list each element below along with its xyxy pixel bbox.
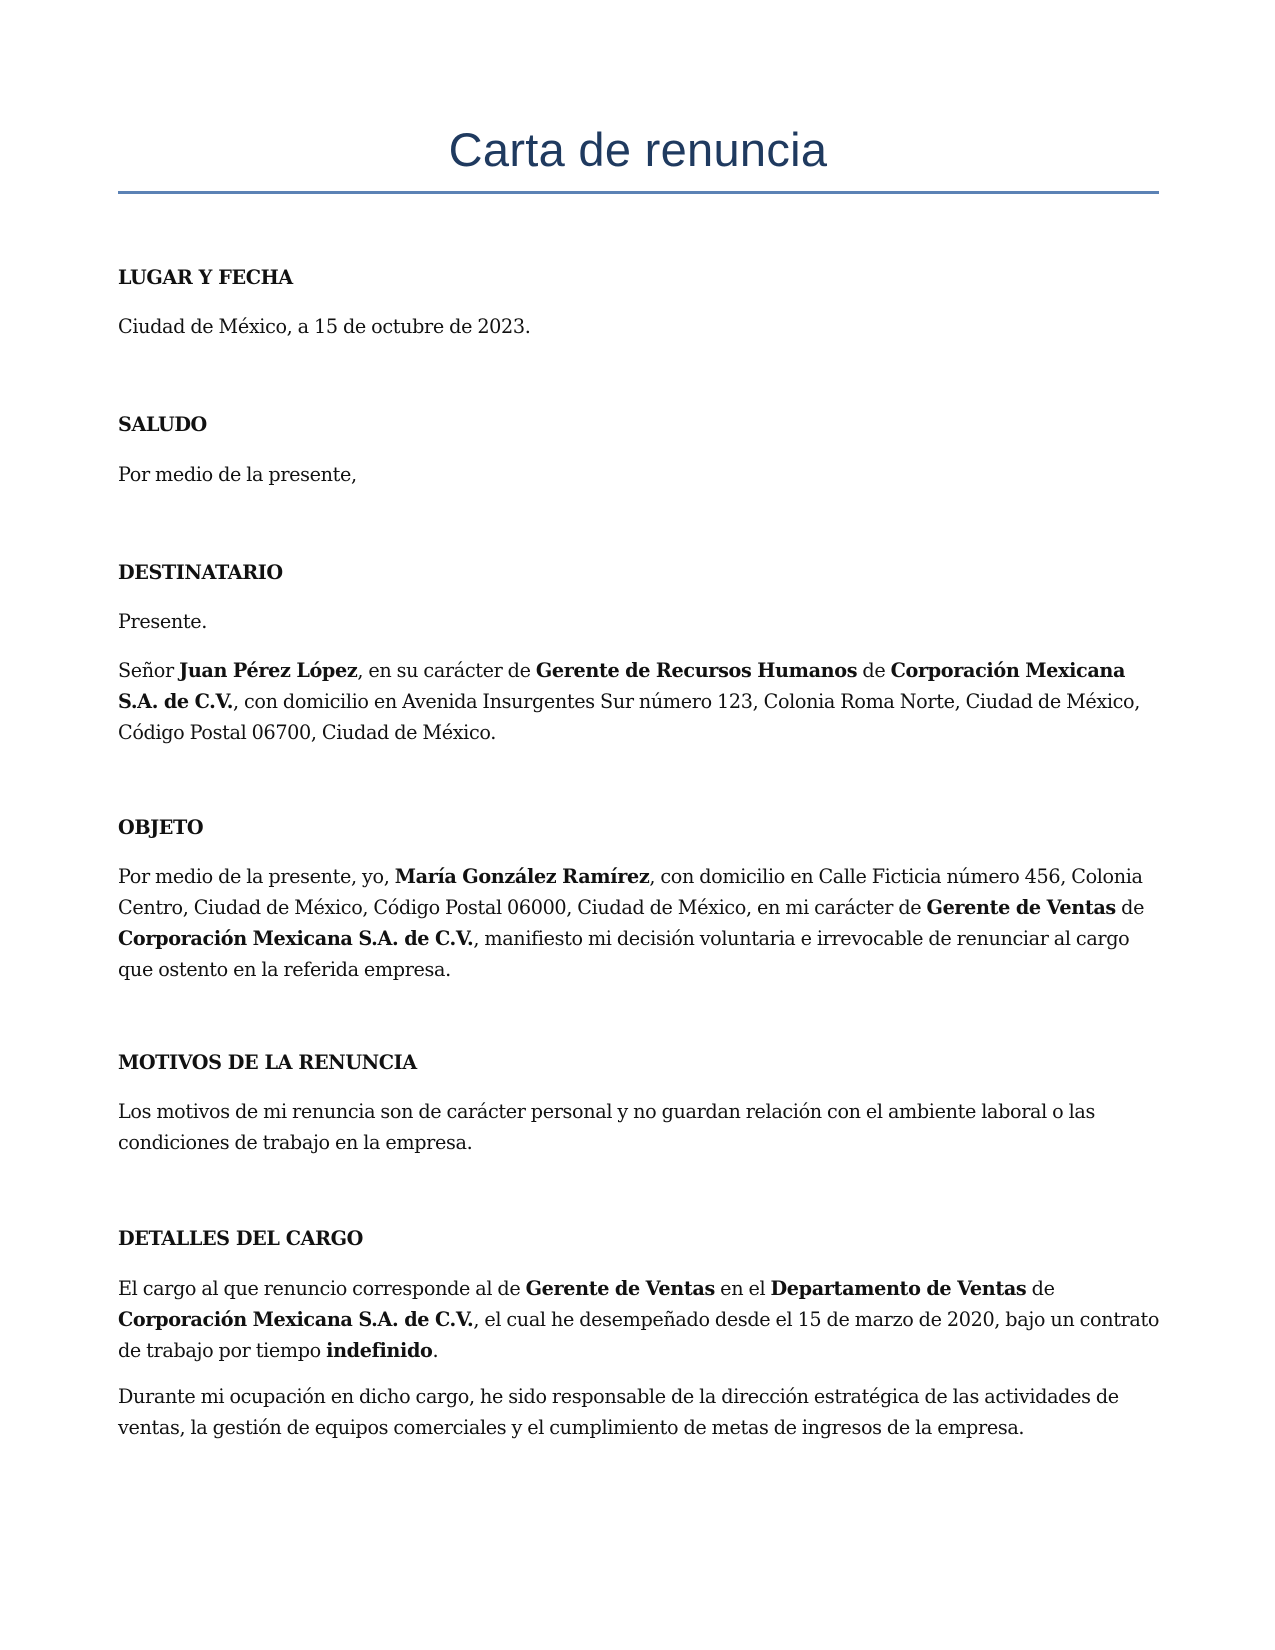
objeto-paragraph [118, 861, 1163, 985]
sender-name: María González Ramírez [394, 865, 650, 888]
heading-destinatario: DESTINATARIO [118, 561, 283, 584]
recipient-name: Juan Pérez López [179, 659, 358, 682]
title-underline-rule [118, 191, 1159, 194]
heading-detalles: DETALLES DEL CARGO [118, 1227, 363, 1250]
heading-saludo: SALUDO [118, 413, 207, 436]
company-name: Corporación Mexicana S.A. de C.V. [118, 1308, 474, 1331]
sender-position: Gerente de Ventas [926, 896, 1116, 919]
saludo-text: Por medio de la presente, [118, 463, 357, 486]
text-run: El cargo al que renuncio corresponde al de [118, 1277, 526, 1300]
company-name: Corporación Mexicana S.A. de C.V. [118, 927, 474, 950]
text-run: , manifiesto mi decisión voluntaria e irrevocable de renunciar al cargo que ostento en la referida empresa. [118, 927, 1130, 981]
motivos-text: Los motivos de mi renuncia son de carácter personal y no guardan relación con el ambiente laboral o las condiciones de trabajo en la empresa. [118, 1100, 1096, 1154]
heading-motivos: MOTIVOS DE LA RENUNCIA [118, 1051, 417, 1074]
document-title: Carta de renuncia [448, 123, 828, 176]
destinatario-presente: Presente. [118, 610, 208, 633]
detalles-paragraph-1 [118, 1273, 1163, 1366]
text-run: . [432, 1339, 439, 1362]
text-run: de [1115, 896, 1145, 919]
lugar-fecha-text: Ciudad de México, a 15 de octubre de 2023. [118, 315, 531, 338]
detalles-paragraph-2: Durante mi ocupación en dicho cargo, he sido responsable de la dirección estratégica de las actividades de ventas, la gestión de equipos comerciales y el cumplimiento de metas de ingresos de la empresa. [118, 1385, 1119, 1439]
text-run: , con domicilio en Calle Ficticia número 456, Colonia Centro, Ciudad de México, Código Postal 06000, Ciudad de México, en mi carácter de [118, 865, 1143, 919]
text-run: Señor [118, 659, 180, 682]
text-run: de [857, 659, 891, 682]
text-run: de [1026, 1277, 1055, 1300]
heading-lugar-fecha: LUGAR Y FECHA [118, 266, 293, 289]
department-name: Departamento de Ventas [770, 1277, 1027, 1300]
destinatario-paragraph [118, 655, 1163, 748]
text-run: , en su carácter de [357, 659, 536, 682]
heading-objeto: OBJETO [118, 816, 204, 839]
text-run: Por medio de la presente, yo, [118, 865, 395, 888]
text-run: , con domicilio en Avenida Insurgentes Sur número 123, Colonia Roma Norte, Ciudad de México, Código Postal 06700, Ciudad de México. [118, 690, 1140, 744]
text-run: , el cual he desempeñado desde el 15 de marzo de 2020, bajo un contrato de trabajo por tiempo [118, 1308, 1160, 1362]
company-name: Corporación Mexicana S.A. de C.V. [118, 659, 1126, 713]
position-name: Gerente de Ventas [525, 1277, 715, 1300]
text-run: en el [714, 1277, 771, 1300]
recipient-position: Gerente de Recursos Humanos [535, 659, 858, 682]
contract-type: indefinido [326, 1339, 433, 1362]
